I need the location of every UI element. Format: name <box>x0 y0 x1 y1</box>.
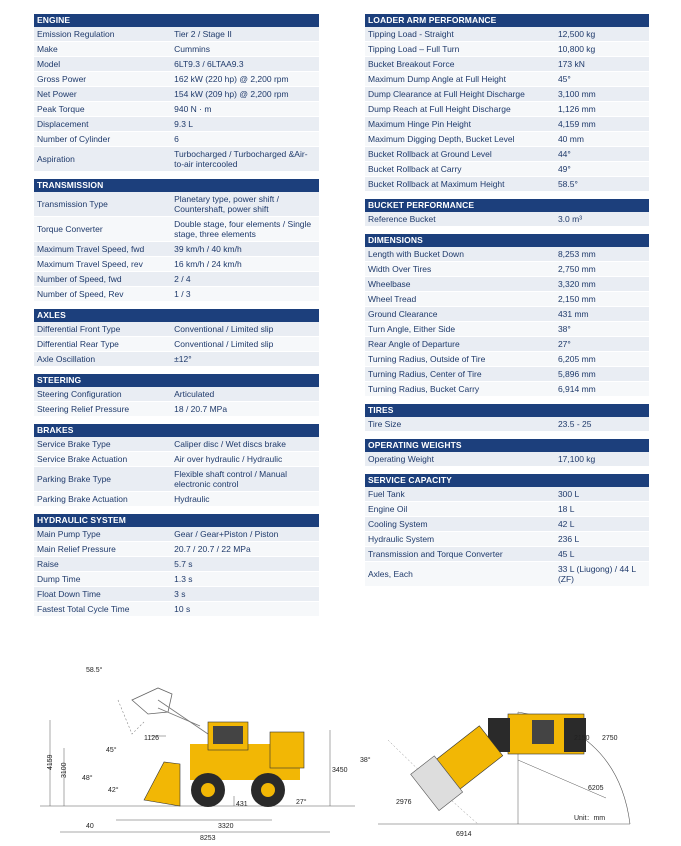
spec-row <box>34 217 319 242</box>
spec-row <box>34 337 319 352</box>
spec-label: Make <box>37 44 58 54</box>
spec-row <box>365 132 649 147</box>
spec-row <box>365 532 649 547</box>
spec-value: Tier 2 / Stage II <box>174 29 232 39</box>
spec-label: Maximum Digging Depth, Bucket Level <box>368 134 515 144</box>
spec-value: 45° <box>557 74 571 84</box>
spec-label: Turn Angle, Either Side <box>368 324 456 334</box>
spec-row <box>365 102 649 117</box>
spec-label: Fastest Total Cycle Time <box>37 604 130 614</box>
spec-row <box>365 262 649 277</box>
spec-row <box>365 147 649 162</box>
spec-value: 10 s <box>174 604 191 614</box>
turn-angle-label: 38° <box>360 757 371 764</box>
spec-label: Peak Torque <box>37 104 85 114</box>
spec-row <box>365 72 649 87</box>
spec-label: Tipping Load - Straight <box>368 29 454 39</box>
digging-depth-label: 40 <box>86 823 94 830</box>
spec-value: 45 L <box>557 549 575 559</box>
spec-value: 38° <box>557 324 571 334</box>
spec-row <box>34 557 319 572</box>
spec-label: Aspiration <box>37 154 75 164</box>
section-title: DIMENSIONS <box>365 234 649 247</box>
top-view-drawing <box>358 700 658 842</box>
spec-row <box>34 192 319 217</box>
spec-label: Service Brake Type <box>37 439 111 449</box>
spec-label: Net Power <box>37 89 77 99</box>
spec-label: Wheel Tread <box>368 294 417 304</box>
spec-value: 18 / 20.7 MPa <box>174 404 228 414</box>
spec-label: Hydraulic System <box>368 534 435 544</box>
spec-row <box>365 517 649 532</box>
spec-section <box>34 424 319 507</box>
spec-row <box>365 337 649 352</box>
rollback-max-label: 58.5° <box>86 667 103 674</box>
spec-label: Reference Bucket <box>368 214 436 224</box>
radius-outside-label: 6205 <box>588 785 604 792</box>
spec-row <box>365 382 649 397</box>
spec-value: Hydraulic <box>174 494 210 504</box>
spec-value: Conventional / Limited slip <box>174 324 274 334</box>
spec-label: Number of Cylinder <box>37 134 111 144</box>
spec-row <box>34 322 319 337</box>
spec-section <box>365 474 649 587</box>
section-title: AXLES <box>34 309 319 322</box>
spec-row <box>34 72 319 87</box>
spec-section <box>34 14 319 172</box>
spec-row <box>34 42 319 57</box>
spec-row <box>34 117 319 132</box>
spec-value: 2,750 mm <box>557 264 596 274</box>
spec-row <box>34 147 319 172</box>
spec-value: 4,159 mm <box>557 119 596 129</box>
spec-label: Main Pump Type <box>37 529 101 539</box>
spec-label: Bucket Breakout Force <box>368 59 455 69</box>
spec-row <box>365 292 649 307</box>
spec-label: Float Down Time <box>37 589 101 599</box>
rollback-ground-label: 42° <box>108 787 119 794</box>
spec-value: Conventional / Limited slip <box>174 339 274 349</box>
spec-label: Differential Front Type <box>37 324 121 334</box>
spec-label: Dump Reach at Full Height Discharge <box>368 104 511 114</box>
spec-row <box>34 132 319 147</box>
spec-value: 16 km/h / 24 km/h <box>174 259 242 269</box>
spec-row <box>34 287 319 302</box>
spec-label: Maximum Hinge Pin Height <box>368 119 471 129</box>
spec-value: 10,800 kg <box>557 44 596 54</box>
spec-label: Axle Oscillation <box>37 354 96 364</box>
spec-section <box>34 514 319 617</box>
spec-label: Length with Bucket Down <box>368 249 464 259</box>
spec-row <box>34 437 319 452</box>
spec-row <box>34 57 319 72</box>
left-spec-column <box>34 14 319 624</box>
spec-row <box>365 247 649 262</box>
unit-label: Unit：mm <box>574 815 606 822</box>
spec-section <box>365 439 649 467</box>
spec-section <box>34 179 319 302</box>
spec-value: 3,100 mm <box>557 89 596 99</box>
spec-value: 17,100 kg <box>557 454 596 464</box>
spec-row <box>365 42 649 57</box>
spec-value: 33 L (Liugong) / 44 L (ZF) <box>557 564 636 584</box>
spec-row <box>365 417 649 432</box>
spec-label: Turning Radius, Bucket Carry <box>368 384 480 394</box>
section-title: SERVICE CAPACITY <box>365 474 649 487</box>
section-title: BRAKES <box>34 424 319 437</box>
spec-value: 5.7 s <box>174 559 193 569</box>
spec-value: 49° <box>557 164 571 174</box>
spec-label: Bucket Rollback at Carry <box>368 164 462 174</box>
spec-value: Air over hydraulic / Hydraulic <box>174 454 283 464</box>
spec-label: Torque Converter <box>37 224 103 234</box>
spec-value: 6,205 mm <box>557 354 596 364</box>
spec-label: Emission Regulation <box>37 29 115 39</box>
spec-row <box>34 492 319 507</box>
spec-value: 300 L <box>557 489 580 499</box>
spec-label: Wheelbase <box>368 279 411 289</box>
spec-label: Displacement <box>37 119 89 129</box>
spec-row <box>34 27 319 42</box>
spec-value: 2 / 4 <box>174 274 191 284</box>
spec-value: 12,500 kg <box>557 29 596 39</box>
spec-value: 1.3 s <box>174 574 193 584</box>
spec-row <box>34 257 319 272</box>
spec-row <box>365 177 649 192</box>
spec-value: 27° <box>557 339 571 349</box>
radius-center-label: 2976 <box>396 799 412 806</box>
length-label: 8253 <box>200 835 216 842</box>
section-title: OPERATING WEIGHTS <box>365 439 649 452</box>
spec-row <box>365 212 649 227</box>
spec-row <box>365 307 649 322</box>
spec-label: Rear Angle of Departure <box>368 339 460 349</box>
departure-angle-label: 27° <box>296 799 307 806</box>
spec-label: Tipping Load – Full Turn <box>368 44 460 54</box>
spec-value: 1,126 mm <box>557 104 596 114</box>
spec-row <box>34 352 319 367</box>
dump-reach-label: 1126 <box>144 735 160 742</box>
spec-label: Steering Relief Pressure <box>37 404 130 414</box>
section-title: TIRES <box>365 404 649 417</box>
spec-row <box>34 242 319 257</box>
spec-label: Maximum Dump Angle at Full Height <box>368 74 506 84</box>
section-title: ENGINE <box>34 14 319 27</box>
spec-label: Fuel Tank <box>368 489 405 499</box>
spec-label: Parking Brake Type <box>37 474 112 484</box>
ground-clearance-label: 431 <box>236 801 248 808</box>
spec-value: ±12° <box>174 354 192 364</box>
spec-row <box>34 102 319 117</box>
spec-value: Cummins <box>174 44 211 54</box>
spec-label: Main Relief Pressure <box>37 544 116 554</box>
spec-value: 236 L <box>557 534 580 544</box>
spec-label: Raise <box>37 559 59 569</box>
spec-value: Planetary type, power shift / Countershaft, power shift <box>174 194 280 214</box>
spec-value: 3 s <box>174 589 186 599</box>
spec-section <box>365 234 649 397</box>
width-label: 2750 <box>602 735 618 742</box>
spec-row <box>34 467 319 492</box>
spec-row <box>365 277 649 292</box>
spec-value: 20.7 / 20.7 / 22 MPa <box>174 544 251 554</box>
spec-row <box>365 367 649 382</box>
spec-row <box>365 322 649 337</box>
spec-value: Articulated <box>174 389 215 399</box>
spec-label: Bucket Rollback at Maximum Height <box>368 179 505 189</box>
wheelbase-label: 3320 <box>218 823 234 830</box>
spec-row <box>34 527 319 542</box>
spec-label: Number of Speed, fwd <box>37 274 122 284</box>
rollback-carry-label: 48° <box>82 775 93 782</box>
spec-value: Flexible shaft control / Manual electronic control <box>174 469 288 489</box>
spec-row <box>365 547 649 562</box>
spec-section <box>365 14 649 192</box>
hinge-height-label: 4159 <box>47 754 54 770</box>
spec-row <box>365 57 649 72</box>
spec-label: Tire Size <box>368 419 402 429</box>
section-title: HYDRAULIC SYSTEM <box>34 514 319 527</box>
spec-row <box>365 352 649 367</box>
spec-label: Bucket Rollback at Ground Level <box>368 149 492 159</box>
spec-label: Width Over Tires <box>368 264 432 274</box>
spec-label: Parking Brake Actuation <box>37 494 128 504</box>
spec-label: Dump Clearance at Full Height Discharge <box>368 89 525 99</box>
lowered-bucket <box>144 762 180 806</box>
spec-row <box>365 562 649 587</box>
spec-label: Turning Radius, Outside of Tire <box>368 354 486 364</box>
spec-label: Transmission Type <box>37 199 108 209</box>
spec-row <box>365 487 649 502</box>
spec-row <box>365 117 649 132</box>
spec-value: 6 <box>174 134 179 144</box>
section-title: BUCKET PERFORMANCE <box>365 199 649 212</box>
dump-angle-label: 45° <box>106 747 117 754</box>
tread-label: 2150 <box>574 735 590 742</box>
spec-label: Axles, Each <box>368 569 413 579</box>
spec-value: 23.5 - 25 <box>557 419 592 429</box>
spec-value: Caliper disc / Wet discs brake <box>174 439 286 449</box>
spec-label: Ground Clearance <box>368 309 438 319</box>
spec-section <box>34 309 319 367</box>
spec-value: 431 mm <box>557 309 589 319</box>
spec-row <box>34 572 319 587</box>
spec-value: Turbocharged / Turbocharged &Air-to-air intercooled <box>174 149 308 169</box>
spec-value: 154 kW (209 hp) @ 2,200 rpm <box>174 89 289 99</box>
spec-label: Service Brake Actuation <box>37 454 128 464</box>
spec-row <box>365 452 649 467</box>
radius-bucket-label: 6914 <box>456 831 472 838</box>
section-title: TRANSMISSION <box>34 179 319 192</box>
spec-row <box>34 587 319 602</box>
spec-label: Dump Time <box>37 574 81 584</box>
spec-value: 6,914 mm <box>557 384 596 394</box>
spec-label: Engine Oil <box>368 504 408 514</box>
spec-value: Gear / Gear+Piston / Piston <box>174 529 279 539</box>
dump-clearance-label: 3100 <box>61 762 68 778</box>
spec-value: 6LT9.3 / 6LTAA9.3 <box>174 59 244 69</box>
spec-value: 44° <box>557 149 571 159</box>
spec-label: Cooling System <box>368 519 428 529</box>
spec-value: 9.3 L <box>174 119 194 129</box>
spec-value: 940 N · m <box>174 104 212 114</box>
spec-row <box>34 87 319 102</box>
right-spec-column <box>365 14 649 594</box>
spec-section <box>365 404 649 432</box>
spec-value: 173 kN <box>557 59 585 69</box>
spec-value: 8,253 mm <box>557 249 596 259</box>
spec-label: Number of Speed, Rev <box>37 289 124 299</box>
spec-value: 3,320 mm <box>557 279 596 289</box>
spec-label: Operating Weight <box>368 454 434 464</box>
spec-label: Turning Radius, Center of Tire <box>368 369 482 379</box>
spec-label: Gross Power <box>37 74 87 84</box>
spec-row <box>365 502 649 517</box>
spec-label: Steering Configuration <box>37 389 122 399</box>
spec-value: 5,896 mm <box>557 369 596 379</box>
spec-value: 18 L <box>557 504 575 514</box>
spec-row <box>34 452 319 467</box>
spec-value: 58.5° <box>557 179 578 189</box>
spec-label: Transmission and Torque Converter <box>368 549 503 559</box>
spec-value: Double stage, four elements / Single stage, three elements <box>174 219 312 239</box>
spec-section <box>365 199 649 227</box>
spec-row <box>365 27 649 42</box>
spec-value: 1 / 3 <box>174 289 191 299</box>
spec-row <box>34 272 319 287</box>
spec-value: 42 L <box>557 519 575 529</box>
overall-height-label: 3450 <box>332 767 348 774</box>
spec-value: 2,150 mm <box>557 294 596 304</box>
spec-row <box>34 387 319 402</box>
spec-section <box>34 374 319 417</box>
spec-label: Maximum Travel Speed, fwd <box>37 244 145 254</box>
spec-row <box>34 402 319 417</box>
side-view-drawing <box>40 660 360 842</box>
section-title: LOADER ARM PERFORMANCE <box>365 14 649 27</box>
spec-row <box>34 542 319 557</box>
spec-value: 40 mm <box>557 134 584 144</box>
spec-value: 39 km/h / 40 km/h <box>174 244 242 254</box>
spec-label: Differential Rear Type <box>37 339 119 349</box>
spec-row <box>34 602 319 617</box>
section-title: STEERING <box>34 374 319 387</box>
spec-value: 3.0 m³ <box>557 214 583 224</box>
spec-row <box>365 87 649 102</box>
spec-row <box>365 162 649 177</box>
spec-label: Model <box>37 59 61 69</box>
spec-value: 162 kW (220 hp) @ 2,200 rpm <box>174 74 289 84</box>
spec-label: Maximum Travel Speed, rev <box>37 259 143 269</box>
